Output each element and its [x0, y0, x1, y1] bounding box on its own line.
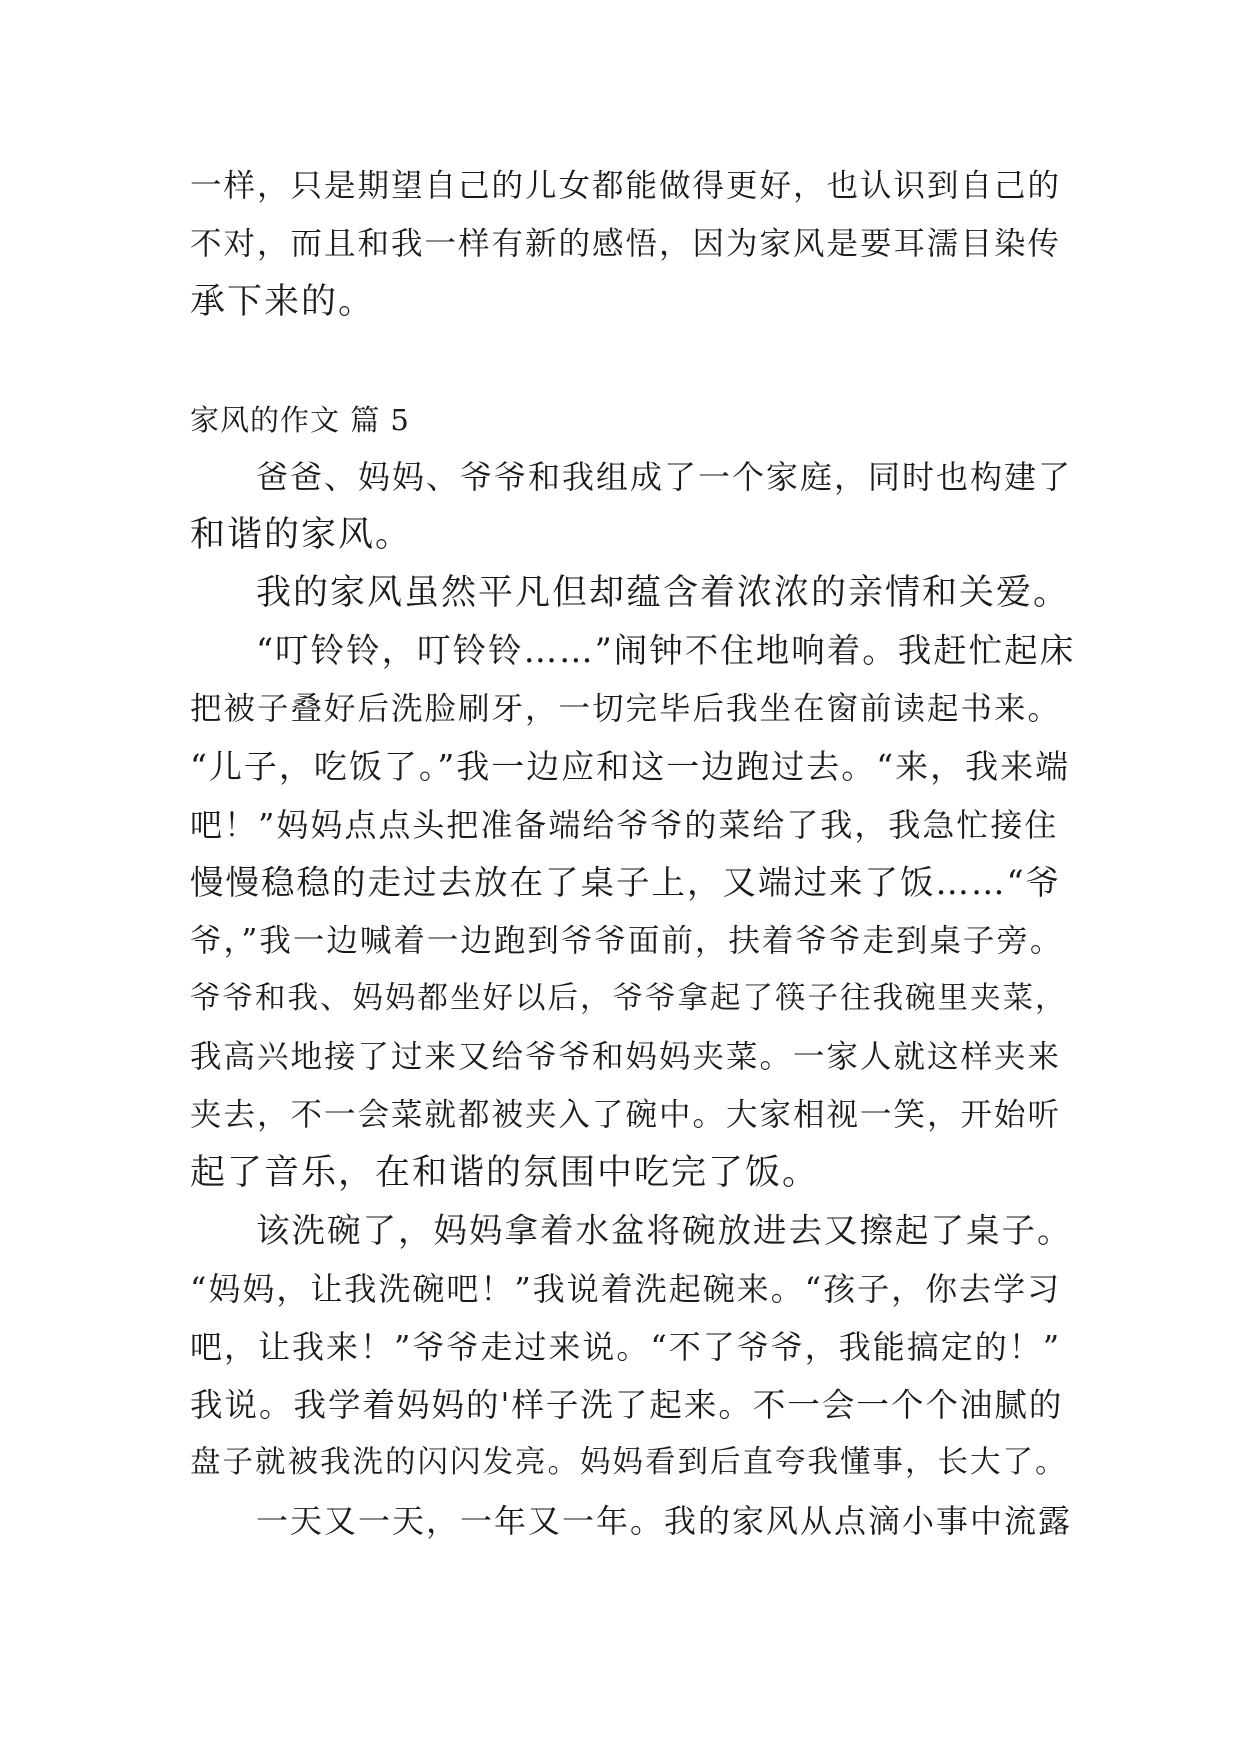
- intro-line-1: 一样，只是期望自己的儿女都能做得更好，也认识到自己的: [190, 168, 1062, 204]
- paragraph-line: 吧，让我来！”爷爷走过来说。“不了爷爷，我能搞定的！”: [190, 1328, 1062, 1366]
- paragraph-line: 起了音乐，在和谐的氛围中吃完了饭。: [190, 1153, 820, 1193]
- paragraph-line: 慢慢稳稳的走过去放在了桌子上，又端过来了饭……“爷: [190, 863, 1062, 902]
- paragraph-line: “妈妈，让我洗碗吧！”我说着洗起碗来。“孩子，你去学习: [190, 1270, 1062, 1308]
- paragraph-line: 我说。我学着妈妈的'样子洗了起来。不一会一个个油腻的: [190, 1386, 1064, 1424]
- paragraph-line: “儿子，吃饭了。”我一边应和这一边跑过去。“来，我来端: [190, 747, 1071, 786]
- paragraph-line: 吧！”妈妈点点头把准备端给爷爷的菜给了我，我急忙接住: [190, 806, 1059, 844]
- paragraph-line: 爸爸、妈妈、爷爷和我组成了一个家庭，同时也构建了: [256, 458, 1073, 496]
- intro-line-2: 不对，而且和我一样有新的感悟，因为家风是要耳濡目染传: [190, 226, 1062, 262]
- paragraph-line: 我的家风虽然平凡但却蕴含着浓浓的亲情和关爱。: [256, 573, 1071, 613]
- paragraph-line: “叮铃铃，叮铃铃……”闹钟不住地响着。我赶忙起床: [256, 631, 1076, 670]
- paragraph-line: 我高兴地接了过来又给爷爷和妈妈夹菜。一家人就这样夹来: [190, 1039, 1062, 1075]
- paragraph-line: 爷，”我一边喊着一边跑到爷爷面前，扶着爷爷走到桌子旁。: [190, 923, 1064, 959]
- paragraph-line: 夹去，不一会菜就都被夹入了碗中。大家相视一笑，开始听: [190, 1097, 1062, 1133]
- paragraph-line: 该洗碗了，妈妈拿着水盆将碗放进去又擦起了桌子。: [256, 1211, 1073, 1250]
- intro-line-3: 承下来的。: [190, 282, 376, 322]
- paragraph-line: 一天又一天，一年又一年。我的家风从点滴小事中流露: [256, 1502, 1073, 1540]
- paragraph-line: 盘子就被我洗的闪闪发亮。妈妈看到后直夸我懂事，长大了。: [190, 1445, 1068, 1480]
- paragraph-line: 爷爷和我、妈妈都坐好以后，爷爷拿起了筷子往我碗里夹菜，: [190, 981, 1068, 1016]
- paragraph-line: 和谐的家风。: [190, 515, 413, 555]
- section-heading: 家风的作文 篇 5: [190, 403, 410, 437]
- paragraph-line: 把被子叠好后洗脸刷牙，一切完毕后我坐在窗前读起书来。: [190, 691, 1062, 727]
